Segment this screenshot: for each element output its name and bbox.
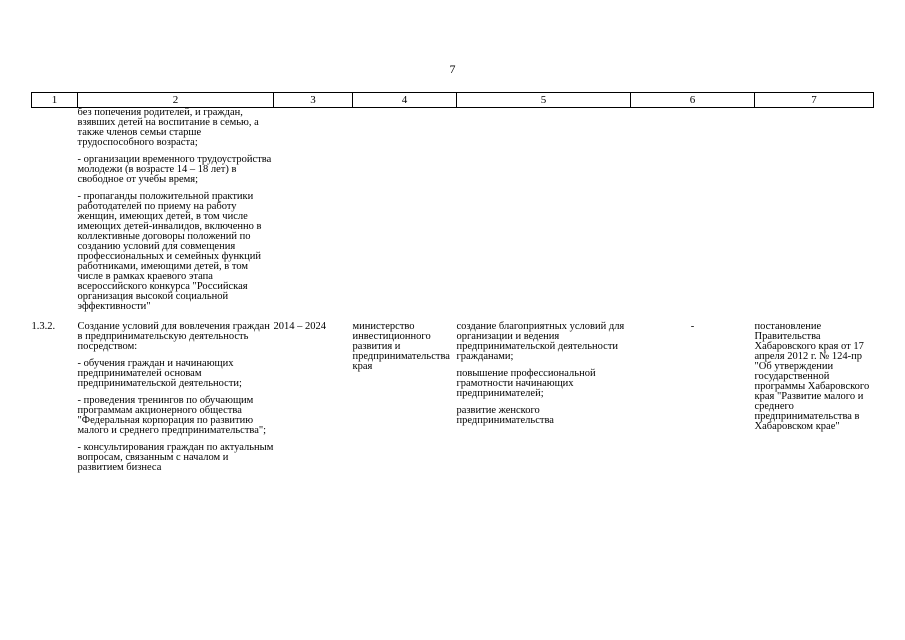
item-bullet: - консультирования граждан по актуальным вопросам, связанным с началом и развитием бизнеса — [77, 442, 274, 473]
continuation-bullet: - пропаганды положительной практики работодателей по приему на работу женщин, имеющих детей, в том числе имеющих детей-инвалидов, включенно в коллективные договоры положений по созданию условий для совмещения профессиональных и семейных функций работниками, имеющими детей, в том числе в рамках краевого этапа всероссийского конкурса "Российская организация высокой социальной эффективности" — [77, 191, 262, 312]
continuation-measures — [78, 108, 274, 313]
item-bullet: - проведения тренингов по обучающим программам акционерного общества "Федеральная корпорация по развитию малого и среднего предпринимательства"; — [77, 395, 267, 436]
item-row-1-3-2 — [32, 312, 874, 473]
program-table — [31, 92, 874, 473]
page-number: 7 — [449, 62, 456, 76]
item-results — [457, 312, 631, 473]
item-result: создание благоприятных условий для организации и ведения предпринимательской деятельности гражданами; — [456, 321, 625, 362]
header-col-4: 4 — [353, 93, 457, 108]
header-col-6: 6 — [631, 93, 755, 108]
item-years: 2014 – 2024 — [273, 321, 326, 332]
continuation-bullet: без попечения родителей, и граждан, взявших детей на воспитание в семью, а также членов семьи старше трудоспособного возраста; — [77, 107, 259, 148]
item-basis: постановление Правительства Хабаровского края от 17 апреля 2012 г. № 124-пр "Об утверждении государственной программы Хабаровского края "Развитие малого и среднего предпринимательства в Хабаровском крае" — [754, 321, 870, 432]
header-col-7: 7 — [755, 93, 874, 108]
header-col-2: 2 — [78, 93, 274, 108]
continuation-row — [32, 108, 874, 313]
header-row — [32, 93, 874, 108]
item-number: 1.3.2. — [31, 321, 56, 332]
item-result: повышение профессиональной грамотности начинающих предпринимателей; — [456, 368, 596, 399]
header-col-5: 5 — [457, 93, 631, 108]
item-measures — [78, 312, 274, 473]
continuation-bullet: - организации временного трудоустройства молодежи (в возрасте 14 – 18 лет) в свободное от учебы время; — [77, 154, 272, 185]
header-col-3: 3 — [274, 93, 353, 108]
item-col6: - — [690, 321, 695, 332]
item-executor: министерство инвестиционного развития и предпринимательства края — [352, 321, 450, 372]
item-bullet: - обучения граждан и начинающих предпринимателей основам предпринимательской деятельности; — [77, 358, 242, 389]
item-title: Создание условий для вовлечения граждан в предпринимательскую деятельность посредством: — [77, 321, 270, 352]
header-col-1: 1 — [32, 93, 78, 108]
item-result: развитие женского предпринимательства — [456, 405, 554, 426]
